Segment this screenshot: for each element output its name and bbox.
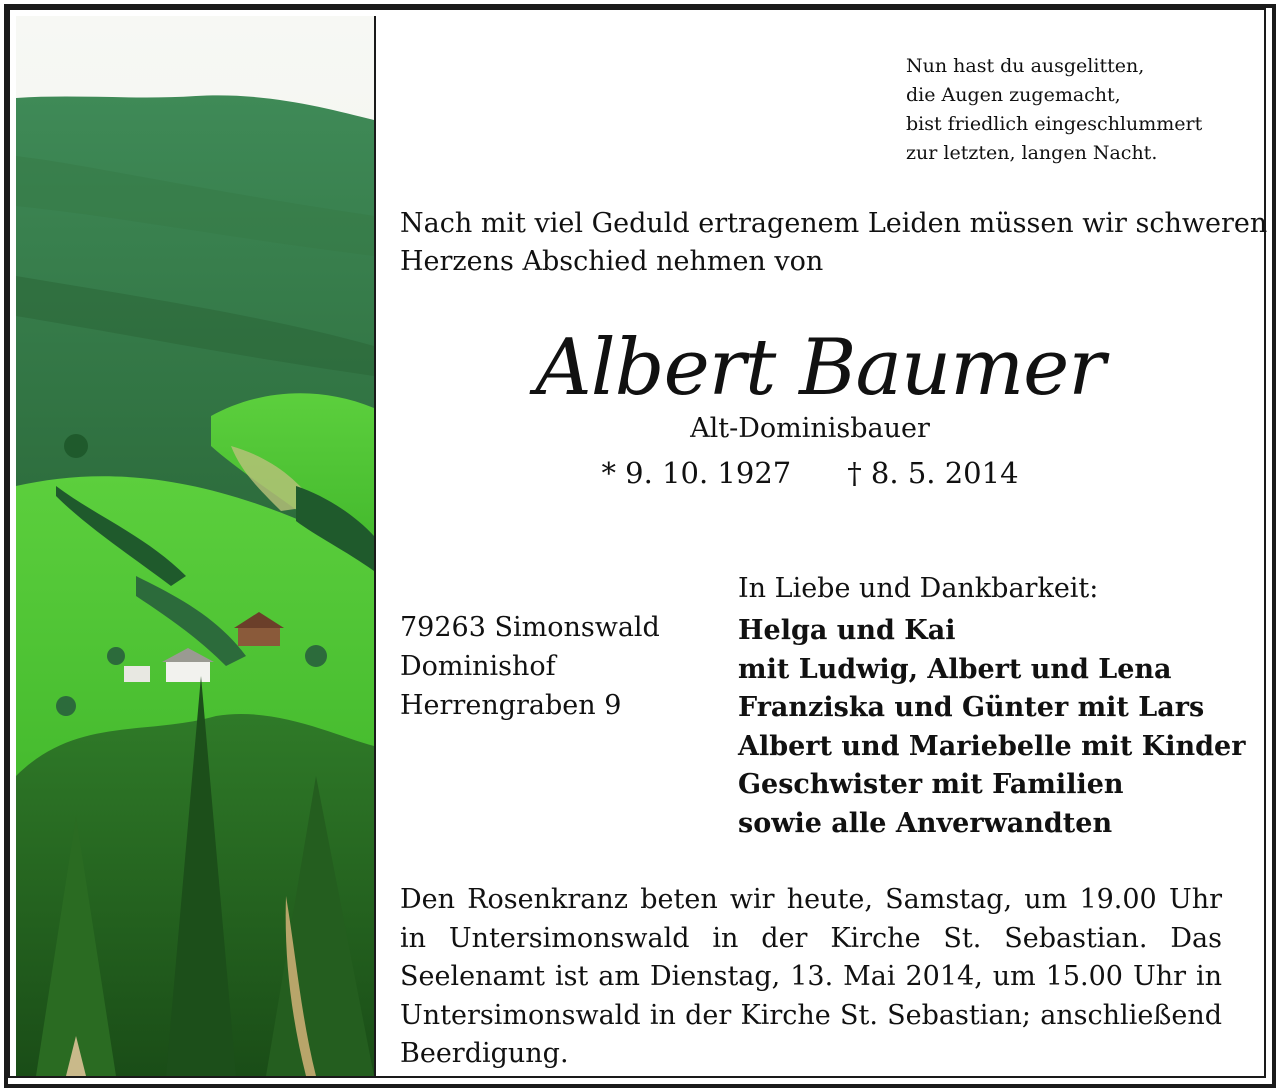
poem-line: Nun hast du ausgelitten, [906,55,1145,77]
address-line: Dominishof [400,651,556,682]
landscape-photo [16,16,376,1076]
death-date: † 8. 5. 2014 [847,456,1019,490]
mourner-line: sowie alle Anverwandten [738,807,1113,839]
deceased-name: Albert Baumer [535,323,1105,413]
poem-line: zur letzten, langen Nacht. [906,142,1158,164]
landscape-illustration [16,16,374,1076]
poem-line: bist friedlich eingeschlummert [906,113,1203,135]
mourners-list [738,612,1258,843]
intro-line: Nach mit viel Geduld ertragenem Leiden müssen wir schweren [400,208,1268,239]
mourners-heading: In Liebe und Dankbarkeit: [738,573,1099,604]
poem-line: die Augen zugemacht, [906,84,1121,106]
poem [906,52,1236,168]
intro-text [400,205,1268,281]
birth-date: * 9. 10. 1927 [601,456,792,490]
deceased-title: Alt-Dominisbauer [690,413,930,444]
service-notice: Den Rosenkranz beten wir heute, Samstag, um 19.00 Uhr in Untersimonswald in der Kirche St. Sebastian. Das Seelenamt ist am Dienstag, 13. Mai 2014, um 15.00 Uhr in Untersimonswald in der Kirche St. Sebastian; anschließend Beerdigung. [400,884,1222,1069]
address-line: 79263 Simonswald [400,612,660,643]
address [400,608,720,725]
intro-line: Herzens Abschied nehmen von [400,246,824,277]
mourner-line: mit Ludwig, Albert und Lena [738,653,1172,685]
address-line: Herrengraben 9 [400,690,622,721]
mourner-line: Helga und Kai [738,615,956,646]
mourner-line: Geschwister mit Familien [738,769,1124,800]
mourner-line: Albert und Mariebelle mit Kinder [738,730,1246,762]
life-dates [380,453,1240,493]
mourner-line: Franziska und Günter mit Lars [738,692,1205,723]
